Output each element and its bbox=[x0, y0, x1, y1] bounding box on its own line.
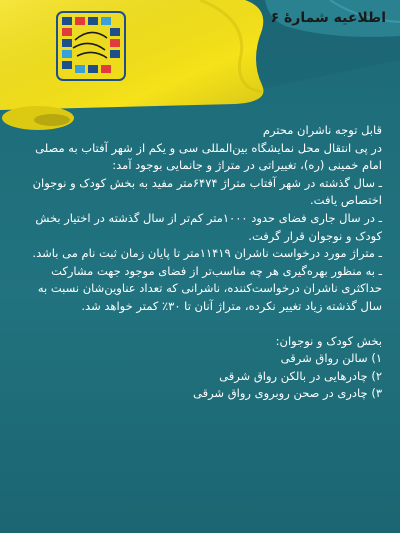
notice-item: ـ به منظور بهره‌گیری هر چه مناسب‌تر از فضای موجود جهت مشارکت حداکثری ناشران درخواست‌کننده، ناشرانی که تعداد عناوین‌شان نسبت به سال گذشته زیاد تغییر نکرده، متراژ آنان تا ۳۰٪ کمتر خواهد شد. bbox=[37, 263, 382, 313]
section-item: ۱) سالن رواق شرقی bbox=[280, 351, 382, 366]
notice-title: اطلاعیه شمارهٔ ۶ bbox=[270, 10, 386, 26]
section-title: بخش کودک و نوجوان: bbox=[275, 333, 382, 348]
notice-item: ـ متراژ مورد درخواست ناشران ۱۱۴۱۹متر تا پایان زمان ثبت نام می باشد. bbox=[32, 246, 382, 261]
section-item: ۲) چادرهایی در بالکن رواق شرقی bbox=[219, 368, 382, 383]
fair-logo-icon bbox=[53, 8, 129, 84]
section-item: ۳) چادری در صحن روبروی رواق شرقی bbox=[192, 386, 382, 401]
spacer bbox=[18, 316, 382, 333]
notice-body bbox=[18, 122, 382, 403]
notice-item: ـ در سال جاری فضای حدود ۱۰۰۰متر کم‌تر از سال گذشته در اختیار بخش کودک و نوجوان قرار گرفت. bbox=[35, 210, 382, 243]
notice-item: ـ سال گذشته در شهر آفتاب متراژ ۶۴۷۴متر مفید به بخش کودک و نوجوان اختصاص یافت. bbox=[32, 175, 382, 208]
intro-paragraph: در پی انتقال محل نمایشگاه بین‌المللی سی و یکم از شهر آفتاب به مصلی امام خمینی (ره)، تغییراتی در متراژ و جانمایی بوجود آمد: bbox=[35, 140, 382, 173]
greeting-line: قابل توجه ناشران محترم bbox=[262, 123, 382, 137]
